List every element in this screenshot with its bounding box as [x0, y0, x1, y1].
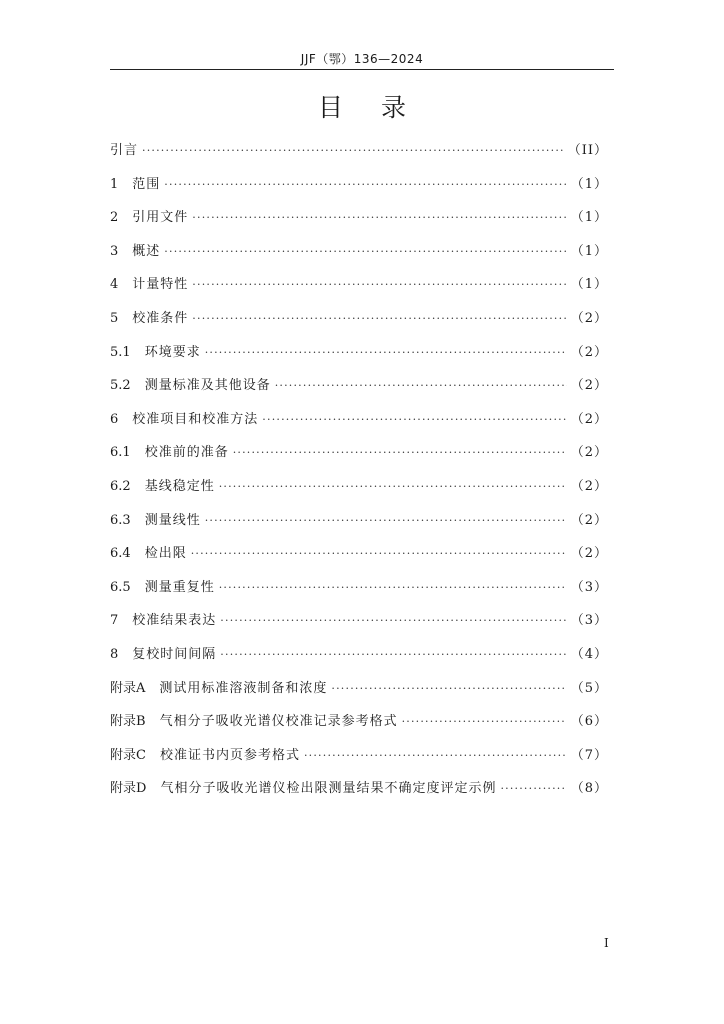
toc-entry-page: （2）: [570, 378, 608, 394]
toc-entry-6-3[interactable]: [110, 509, 608, 543]
toc-entry-label: 测量线性: [144, 512, 201, 528]
toc-entry-label: 校准前的准备: [144, 445, 229, 461]
toc-entry-label: 范围: [132, 176, 161, 192]
toc-entry-number: 5.1: [110, 344, 131, 360]
toc-entry-number: 3: [110, 243, 119, 259]
toc-title: 目录: [317, 93, 444, 122]
toc-entry-5[interactable]: [110, 307, 608, 341]
toc-entry-8[interactable]: [110, 643, 608, 677]
toc-entry-label: 概述: [132, 243, 161, 259]
toc-entry-number: 6: [110, 411, 119, 427]
toc-entry-appendix-b[interactable]: [110, 710, 608, 744]
toc-entry-label: 引用文件: [132, 210, 189, 226]
toc-entry-label: 校准结果表达: [132, 613, 217, 629]
toc-entry-6-4[interactable]: [110, 542, 608, 576]
toc-dot-leader: [219, 581, 567, 594]
toc-entry-page: （1）: [570, 277, 608, 293]
toc-entry-label: 基线稳定性: [144, 478, 215, 494]
toc-entry-number: 4: [110, 277, 119, 293]
toc-entry-label: 校准条件: [132, 310, 189, 326]
toc-dot-leader: [205, 514, 567, 527]
toc-entry-2[interactable]: [110, 206, 608, 240]
toc-entry-number: 6.1: [110, 445, 131, 461]
toc-dot-leader: [500, 782, 566, 795]
toc-entry-page: （5）: [570, 680, 608, 696]
toc-entry-page: （3）: [570, 579, 608, 595]
toc-entry-label: 复校时间间隔: [132, 646, 217, 662]
toc-entry-4[interactable]: [110, 273, 608, 307]
toc-entry-number: 8: [110, 646, 119, 662]
toc-entry-label: 检出限: [144, 546, 187, 562]
toc-dot-leader: [219, 480, 567, 493]
toc-entry-page: （6）: [570, 714, 608, 730]
toc-dot-leader: [331, 682, 566, 695]
page-number: I: [604, 936, 609, 950]
running-header: JJF（鄂）136—2024: [300, 52, 424, 66]
toc-entry-5-2[interactable]: [110, 374, 608, 408]
toc-entry-number: 6.4: [110, 546, 131, 562]
toc-entry-6-1[interactable]: [110, 441, 608, 475]
toc-entry-introduction[interactable]: [110, 139, 608, 173]
toc-dot-leader: [233, 446, 567, 459]
toc-entry-label: 校准证书内页参考格式: [159, 747, 300, 763]
toc-entry-appendix-a[interactable]: [110, 677, 608, 711]
toc-dot-leader: [220, 648, 566, 661]
toc-entry-page: （2）: [570, 310, 608, 326]
toc-entry-number: 5.2: [110, 378, 131, 394]
toc-dot-leader: [304, 749, 567, 762]
toc-entry-page: （2）: [570, 344, 608, 360]
toc-entry-page: （II）: [567, 143, 608, 158]
toc-dot-leader: [192, 278, 566, 291]
toc-entry-page: （4）: [570, 646, 608, 662]
toc-entry-appendix-c[interactable]: [110, 744, 608, 778]
toc-entry-label: 计量特性: [132, 277, 189, 293]
toc-dot-leader: [275, 379, 567, 392]
toc-entry-number: 附录A: [110, 680, 146, 696]
toc-entry-number: 附录D: [110, 781, 147, 797]
toc-entry-1[interactable]: [110, 173, 608, 207]
toc-dot-leader: [262, 413, 566, 426]
toc-dot-leader: [142, 144, 564, 157]
toc-entry-number: 6.3: [110, 512, 131, 528]
toc-entry-number: 2: [110, 210, 119, 226]
toc-entry-page: （3）: [570, 613, 608, 629]
toc-dot-leader: [220, 614, 566, 627]
toc-entry-page: （2）: [570, 411, 608, 427]
header-divider: [110, 69, 614, 70]
toc-dot-leader: [192, 312, 566, 325]
toc-entry-label: 测量重复性: [144, 579, 215, 595]
toc-dot-leader: [192, 211, 566, 224]
toc-entry-page: （2）: [570, 546, 608, 562]
toc-entry-page: （2）: [570, 512, 608, 528]
toc-entry-6[interactable]: [110, 408, 608, 442]
toc-entry-number: 6.2: [110, 478, 131, 494]
toc-entry-number: 6.5: [110, 579, 131, 595]
toc-dot-leader: [402, 715, 567, 728]
toc-entry-page: （2）: [570, 445, 608, 461]
toc-dot-leader: [205, 346, 567, 359]
toc-entry-3[interactable]: [110, 240, 608, 274]
toc-entry-appendix-d[interactable]: [110, 777, 608, 811]
toc-dot-leader: [164, 245, 566, 258]
toc-entry-page: （2）: [570, 478, 608, 494]
toc-entry-number: 7: [110, 613, 119, 629]
toc-entry-label: 测量标准及其他设备: [144, 378, 271, 394]
toc-entry-page: （1）: [570, 210, 608, 226]
toc-entry-label: 环境要求: [144, 344, 201, 360]
toc-entry-page: （1）: [570, 176, 608, 192]
toc-entry-label: 气相分子吸收光谱仪校准记录参考格式: [159, 714, 398, 730]
toc-entry-number: 1: [110, 176, 119, 192]
toc-entry-page: （1）: [570, 243, 608, 259]
toc-entry-label: 气相分子吸收光谱仪检出限测量结果不确定度评定示例: [160, 781, 497, 797]
toc-entry-label: 校准项目和校准方法: [132, 411, 259, 427]
toc-entry-6-5[interactable]: [110, 576, 608, 610]
toc-entry-number: 5: [110, 310, 119, 326]
toc-dot-leader: [164, 178, 566, 191]
toc-entry-label: 引言: [110, 143, 139, 158]
toc-entry-7[interactable]: [110, 609, 608, 643]
toc-entry-page: （8）: [570, 781, 608, 797]
toc-entry-label: 测试用标准溶液制备和浓度: [159, 680, 328, 696]
toc-entry-page: （7）: [570, 747, 608, 763]
toc-entry-5-1[interactable]: [110, 341, 608, 375]
toc-dot-leader: [191, 547, 567, 560]
toc-entry-number: 附录B: [110, 714, 146, 730]
toc-entry-number: 附录C: [110, 747, 146, 763]
toc-list: [110, 139, 608, 811]
toc-entry-6-2[interactable]: [110, 475, 608, 509]
